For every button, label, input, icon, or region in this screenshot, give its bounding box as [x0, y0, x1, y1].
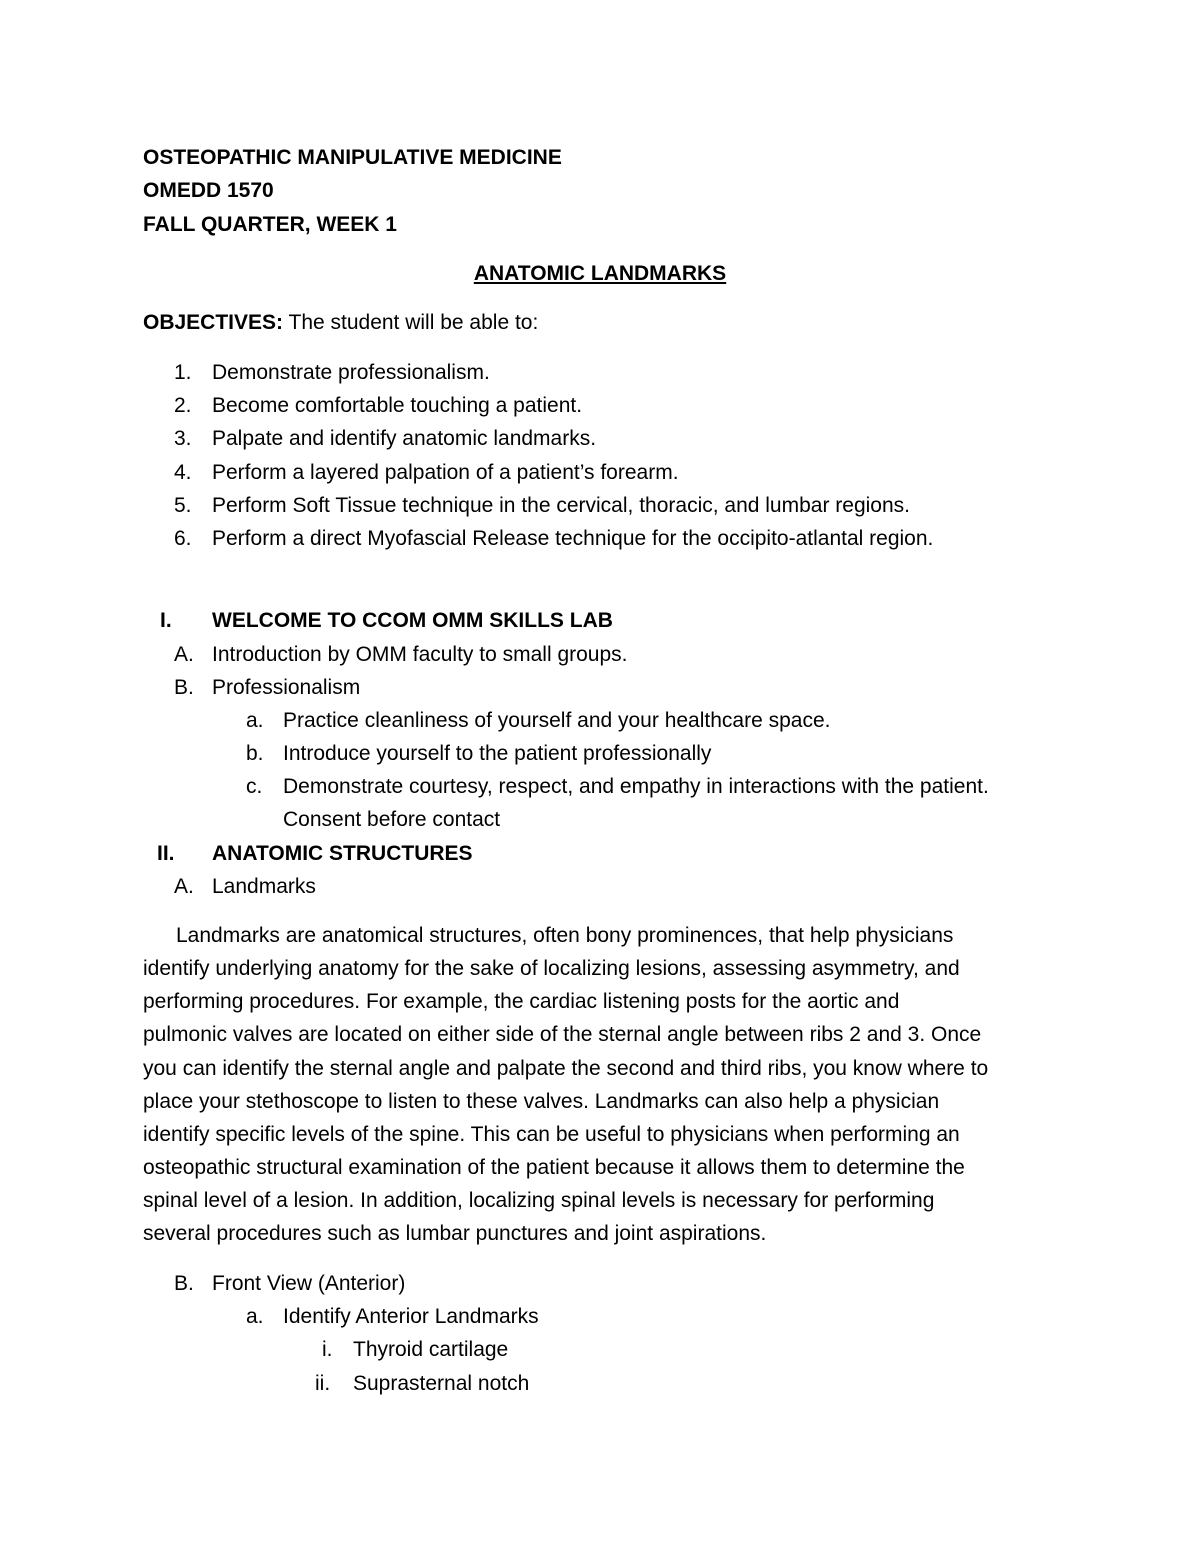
objective-number: 4. — [174, 461, 192, 484]
course-code: OMEDD 1570 — [143, 179, 274, 202]
sub-item-letter: a. — [246, 709, 264, 732]
paragraph-line: you can identify the sternal angle and palpate the second and third ribs, you know where to — [143, 1057, 989, 1080]
objectives-label: OBJECTIVES: — [143, 311, 284, 334]
section-number: II. — [157, 842, 175, 865]
sub-item: Identify Anterior Landmarks — [283, 1305, 539, 1328]
section-heading: ANATOMIC STRUCTURES — [212, 842, 473, 865]
outline-item: Professionalism — [212, 676, 361, 699]
sub-item: Practice cleanliness of yourself and your healthcare space. — [283, 709, 831, 732]
paragraph-line: Landmarks are anatomical structures, often bony prominences, that help physicians — [176, 924, 954, 947]
roman-numeral: i. — [322, 1338, 333, 1361]
outline-letter: A. — [174, 643, 194, 666]
objective-number: 1. — [174, 361, 192, 384]
section-heading: WELCOME TO CCOM OMM SKILLS LAB — [212, 609, 613, 632]
objective-item: Perform a direct Myofascial Release technique for the occipito-atlantal region. — [212, 527, 934, 550]
course-title: OSTEOPATHIC MANIPULATIVE MEDICINE — [143, 146, 562, 169]
objectives-intro — [143, 312, 538, 333]
objective-item: Demonstrate professionalism. — [212, 361, 490, 384]
section-number: I. — [160, 609, 172, 632]
outline-item: Introduction by OMM faculty to small groups. — [212, 643, 628, 666]
paragraph-line: osteopathic structural examination of the patient because it allows them to determine the — [143, 1156, 965, 1179]
sub-item-letter: a. — [246, 1305, 264, 1328]
outline-item: Front View (Anterior) — [212, 1272, 406, 1295]
paragraph-line: identify underlying anatomy for the sake of localizing lesions, assessing asymmetry, and — [143, 957, 960, 980]
paragraph-line: several procedures such as lumbar punctures and joint aspirations. — [143, 1222, 767, 1245]
outline-letter: A. — [174, 875, 194, 898]
objective-number: 6. — [174, 527, 192, 550]
sub-item-continued: Consent before contact — [283, 808, 501, 831]
roman-item: Suprasternal notch — [353, 1372, 530, 1395]
sub-item-letter: c. — [246, 775, 263, 798]
sub-item: Introduce yourself to the patient professionally — [283, 742, 712, 765]
document-title: ANATOMIC LANDMARKS — [473, 262, 727, 285]
objective-item: Perform a layered palpation of a patient’s forearm. — [212, 461, 679, 484]
outline-item: Landmarks — [212, 875, 316, 898]
objective-number: 5. — [174, 494, 192, 517]
objective-item: Become comfortable touching a patient. — [212, 394, 583, 417]
sub-item-letter: b. — [246, 742, 264, 765]
objective-number: 2. — [174, 394, 192, 417]
paragraph-line: spinal level of a lesion. In addition, localizing spinal levels is necessary for performing — [143, 1189, 935, 1212]
objective-item: Palpate and identify anatomic landmarks. — [212, 427, 597, 450]
objectives-intro-text: The student will be able to: — [283, 311, 539, 334]
roman-item: Thyroid cartilage — [353, 1338, 509, 1361]
sub-item: Demonstrate courtesy, respect, and empathy in interactions with the patient. — [283, 775, 989, 798]
term-label: FALL QUARTER, WEEK 1 — [143, 213, 397, 236]
paragraph-line: pulmonic valves are located on either side of the sternal angle between ribs 2 and 3. Once — [143, 1023, 982, 1046]
paragraph-line: performing procedures. For example, the cardiac listening posts for the aortic and — [143, 990, 900, 1013]
roman-numeral: ii. — [315, 1372, 331, 1395]
objective-number: 3. — [174, 427, 192, 450]
paragraph-line: place your stethoscope to listen to these valves. Landmarks can also help a physician — [143, 1090, 940, 1113]
outline-letter: B. — [174, 676, 194, 699]
objective-item: Perform Soft Tissue technique in the cervical, thoracic, and lumbar regions. — [212, 494, 911, 517]
outline-letter: B. — [174, 1272, 194, 1295]
paragraph-line: identify specific levels of the spine. This can be useful to physicians when performing an — [143, 1123, 960, 1146]
